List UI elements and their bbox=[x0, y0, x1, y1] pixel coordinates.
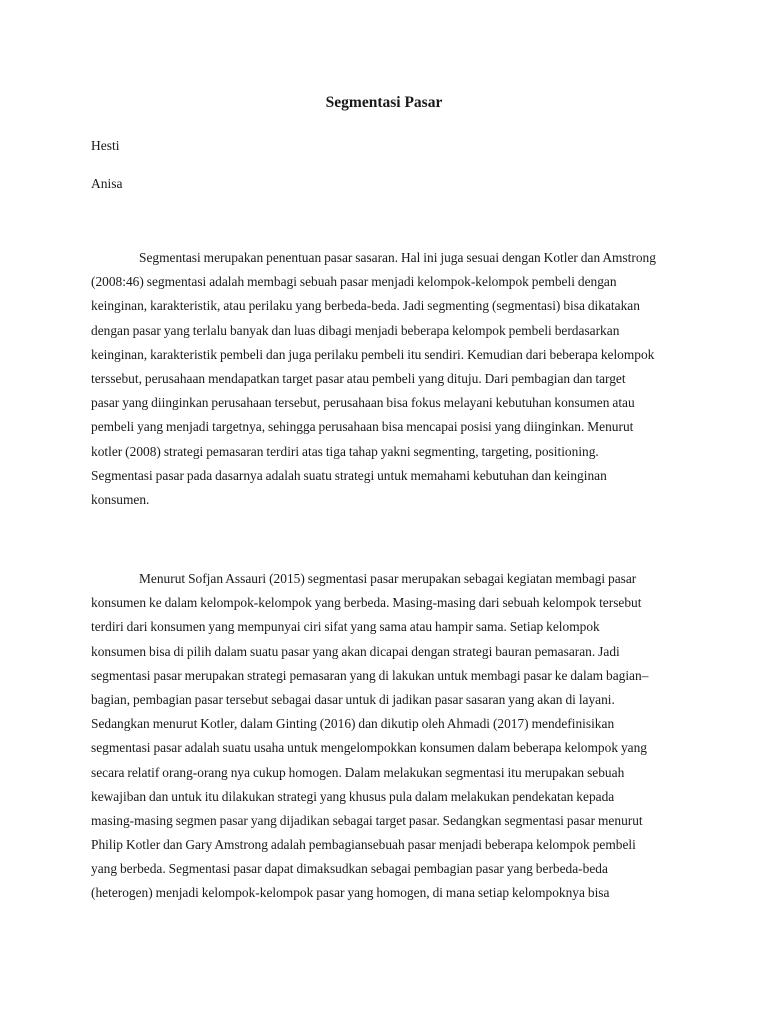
paragraph-line: secara relatif orang-orang nya cukup homogen. Dalam melakukan segmentasi itu merupakan sebuah bbox=[91, 764, 625, 780]
paragraph-line: masing-masing segmen pasar yang dijadikan sebagai target pasar. Sedangkan segmentasi pasar menurut bbox=[91, 812, 643, 828]
paragraph-line: dengan pasar yang terlalu banyak dan luas dibagi menjadi beberapa kelompok pembeli berdasarkan bbox=[91, 322, 620, 338]
paragraph-line: keinginan, karakteristik, atau perilaku yang berbeda-beda. Jadi segmenting (segmentasi) bisa dikatakan bbox=[91, 298, 640, 314]
body-paragraph bbox=[91, 569, 679, 908]
paragraph-line: (2008:46) segmentasi adalah membagi sebuah pasar menjadi kelompok-kelompok pembeli dengan bbox=[91, 274, 617, 290]
paragraph-line: Menurut Sofjan Assauri (2015) segmentasi pasar merupakan sebagai kegiatan membagi pasar bbox=[139, 571, 637, 586]
paragraph-line: konsumen. bbox=[91, 491, 150, 507]
paragraph-line: bagian, pembagian pasar tersebut sebagai dasar untuk di jadikan pasar sasaran yang akan di layani. bbox=[91, 691, 615, 707]
paragraph-line: Sedangkan menurut Kotler, dalam Ginting (2016) dan dikutip oleh Ahmadi (2017) mendefinisikan bbox=[91, 716, 615, 732]
paragraph-line: segmentasi pasar merupakan strategi pemasaran yang di lakukan untuk membagi pasar ke dalam bagian– bbox=[91, 667, 649, 683]
paragraph-line: pasar yang diinginkan perusahaan tersebut, perusahaan bisa fokus melayani kebutuhan konsumen atau bbox=[91, 395, 635, 411]
paragraph-line: keinginan, karakteristik pembeli dan juga perilaku pembeli itu sendiri. Kemudian dari beberapa kelompok bbox=[91, 346, 655, 362]
author-name: Hesti bbox=[91, 138, 120, 153]
paragraph-line: terssebut, perusahaan mendapatkan target pasar atau pembeli yang dituju. Dari pembagian dan target bbox=[91, 370, 626, 386]
paragraph-line: (heterogen) menjadi kelompok-kelompok pasar yang homogen, di mana setiap kelompoknya bisa bbox=[91, 885, 610, 901]
paragraph-line: pembeli yang menjadi targetnya, sehingga perusahaan bisa mencapai posisi yang diinginkan. Menurut bbox=[91, 419, 634, 435]
document-title: Segmentasi Pasar bbox=[325, 94, 443, 111]
paragraph-line: segmentasi pasar adalah suatu usaha untuk mengelompokkan konsumen dalam beberapa kelompok yang bbox=[91, 740, 647, 756]
paragraph-line: kotler (2008) strategi pemasaran terdiri atas tiga tahap yakni segmenting, targeting, positioning. bbox=[91, 443, 599, 459]
paragraph-line: konsumen bisa di pilih dalam suatu pasar yang akan dicapai dengan strategi bauran pemasaran. Jadi bbox=[91, 643, 620, 659]
paragraph-line: Segmentasi merupakan penentuan pasar sasaran. Hal ini juga sesuai dengan Kotler dan Amstrong bbox=[139, 250, 656, 265]
paragraph-line: terdiri dari konsumen yang mempunyai ciri sifat yang sama atau hampir sama. Setiap kelompok bbox=[91, 619, 600, 635]
paragraph-line: konsumen ke dalam kelompok-kelompok yang berbeda. Masing-masing dari sebuah kelompok tersebut bbox=[91, 595, 642, 611]
author-name: Anisa bbox=[91, 176, 123, 191]
paragraph-line: kewajiban dan untuk itu dilakukan strategi yang khusus pula dalam melakukan pendekatan kepada bbox=[91, 788, 615, 804]
paragraph-line: yang berbeda. Segmentasi pasar dapat dimaksudkan sebagai pembagian pasar yang berbeda-beda bbox=[91, 861, 608, 877]
paragraph-line: Philip Kotler dan Gary Amstrong adalah pembagiansebuah pasar menjadi beberapa kelompok pembeli bbox=[91, 837, 636, 853]
body-paragraph bbox=[91, 248, 679, 514]
paragraph-line: Segmentasi pasar pada dasarnya adalah suatu strategi untuk memahami kebutuhan dan keinginan bbox=[91, 467, 607, 483]
